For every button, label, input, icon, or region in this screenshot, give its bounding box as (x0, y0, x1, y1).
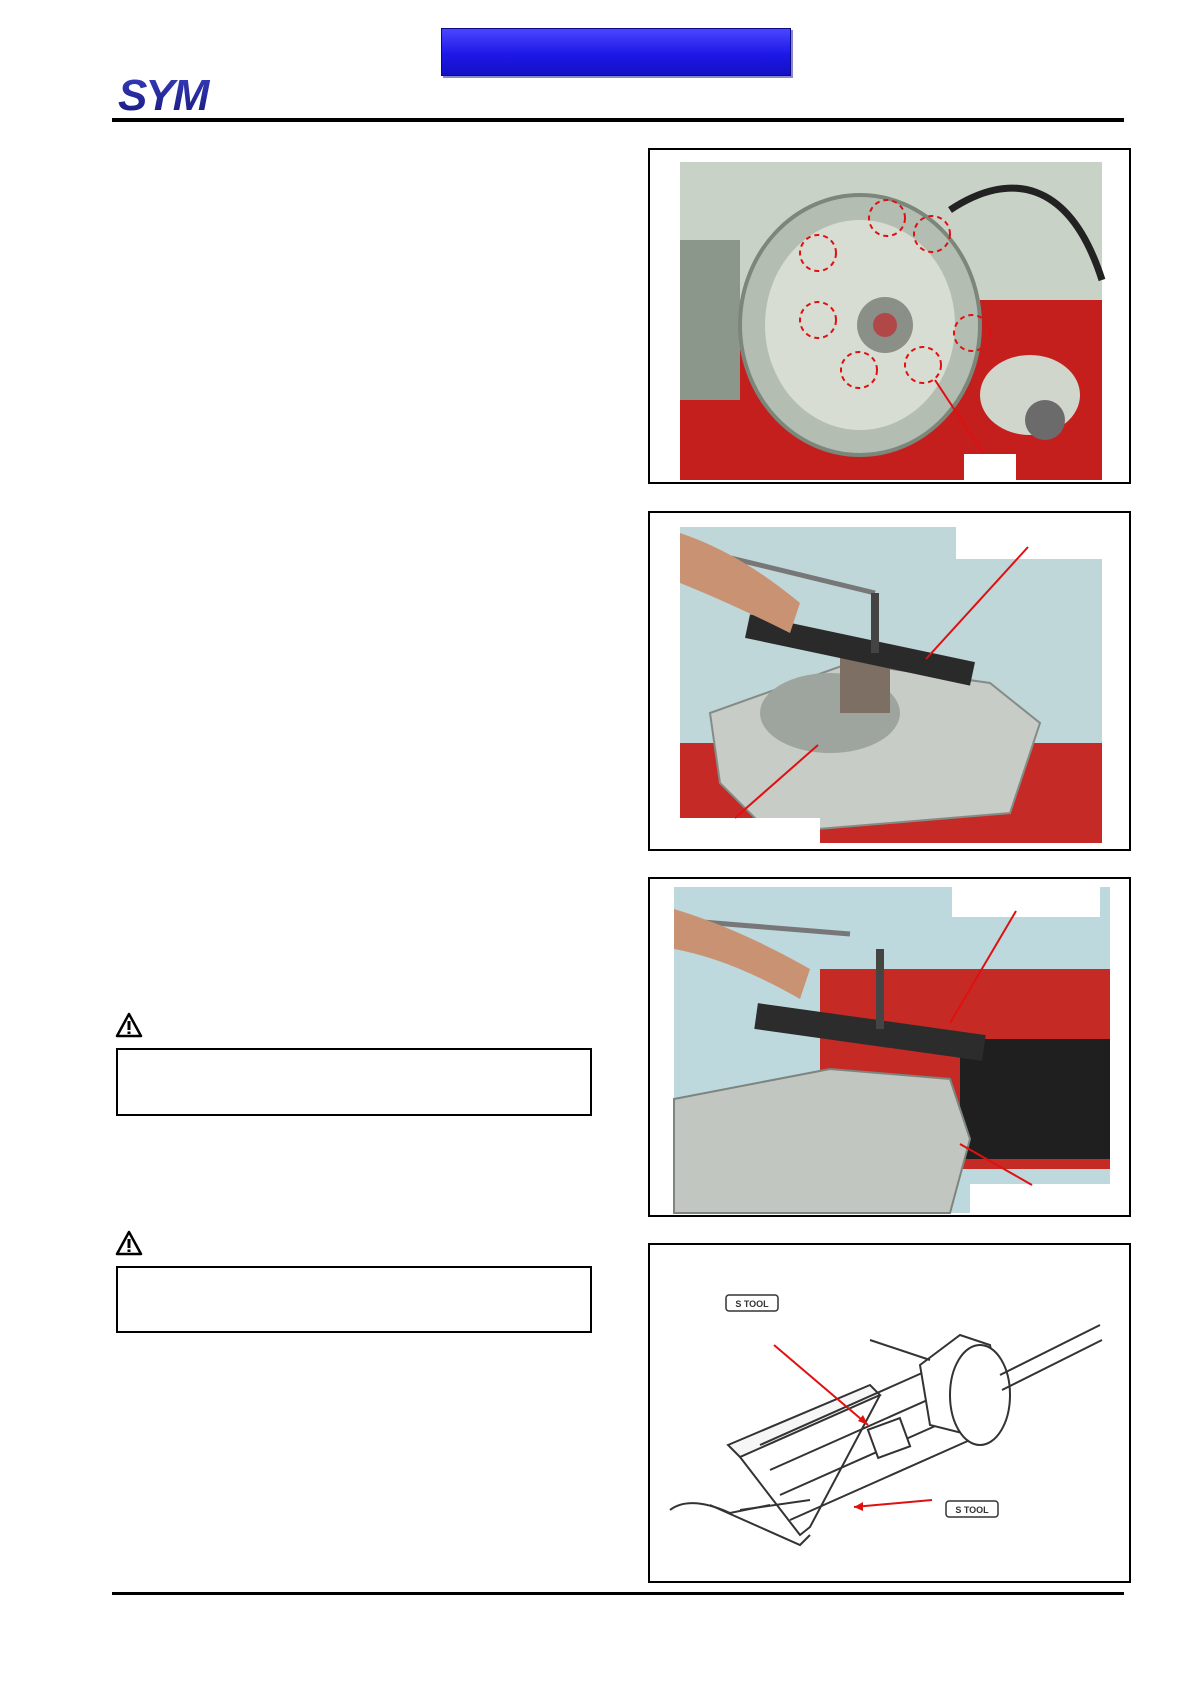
s-tool-tag-2 (946, 1501, 998, 1517)
svg-text:SYM: SYM (118, 71, 208, 118)
caution-box (116, 1266, 592, 1333)
section-title-banner (441, 28, 791, 76)
caution-box (116, 1048, 592, 1116)
crankcase-bolts-photo (650, 150, 1131, 484)
tool-install-right-figure (648, 877, 1131, 1217)
header-rule (112, 118, 1124, 122)
callout-arrow (854, 1500, 932, 1507)
svg-text:S TOOL: S TOOL (735, 1299, 769, 1309)
s-tool-tag-1 (726, 1295, 778, 1311)
sym-logo (116, 70, 232, 118)
footer-rule (112, 1592, 1124, 1595)
svg-text:S TOOL: S TOOL (955, 1505, 989, 1515)
tool-install-left-photo (650, 513, 1131, 851)
crankshaft-puller-diagram (650, 1245, 1131, 1583)
crankshaft-puller-figure (648, 1243, 1131, 1583)
crankcase-bolts-figure (648, 148, 1131, 484)
warning-triangle-icon (115, 1230, 143, 1256)
warning-triangle-icon (115, 1012, 143, 1038)
tool-install-left-figure (648, 511, 1131, 851)
tool-install-right-photo (650, 879, 1131, 1217)
